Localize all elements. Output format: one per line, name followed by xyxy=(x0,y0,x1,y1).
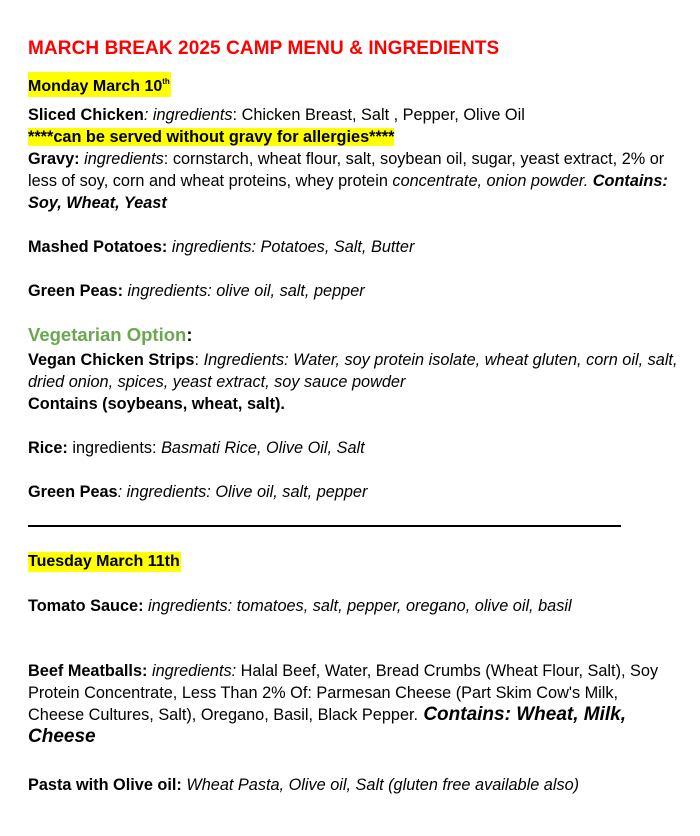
item-label: ingredients: xyxy=(67,439,162,457)
day-heading-monday-suffix: th xyxy=(162,77,170,86)
menu-item-rice xyxy=(28,437,678,459)
section-divider xyxy=(28,525,621,527)
item-ingredients-italic: concentrate, onion powder. xyxy=(392,172,589,190)
menu-item-vegan-chicken-strips xyxy=(28,349,678,415)
item-name: Rice: xyxy=(28,439,68,457)
item-name: Green Peas xyxy=(28,483,118,501)
item-ingredients: Chicken Breast, Salt , Pepper, Olive Oil xyxy=(241,106,525,124)
item-ingredients: : cornstarch, wheat flour, salt, soybean oil, sugar, yeast extract, 2% or less of soy, corn and wheat proteins, whey protein xyxy=(28,150,665,190)
item-contains: Contains: Wheat, Milk, Cheese xyxy=(28,704,626,747)
menu-item-pasta xyxy=(28,774,678,796)
day-heading-monday-label: Monday March 10 xyxy=(28,78,163,95)
item-name: Sliced Chicken xyxy=(28,106,144,124)
item-name: Tomato Sauce: xyxy=(28,597,144,615)
item-label: ingredients: xyxy=(147,662,237,680)
item-name: Pasta with Olive oil: xyxy=(28,776,182,794)
item-ingredients: Wheat Pasta, Olive oil, Salt (gluten free available also) xyxy=(181,776,580,794)
item-ingredients: Basmati Rice, Olive Oil, Salt xyxy=(161,439,365,457)
item-name: Vegan Chicken Strips xyxy=(28,351,195,369)
menu-item-green-peas xyxy=(28,280,678,302)
item-ingredients: : ingredients: Olive oil, salt, pepper xyxy=(117,483,368,501)
menu-item-green-peas-veg xyxy=(28,481,678,503)
menu-item-gravy xyxy=(28,148,678,214)
menu-item-beef-meatballs xyxy=(28,660,678,748)
vegetarian-colon: : xyxy=(186,324,193,345)
item-label: ingredients xyxy=(79,150,164,168)
item-name: Beef Meatballs: xyxy=(28,662,148,680)
item-contains: Contains: Soy, Wheat, Yeast xyxy=(28,172,668,212)
item-name: Mashed Potatoes: xyxy=(28,238,168,256)
item-sep: : xyxy=(232,106,242,124)
item-ingredients: ingredients: olive oil, salt, pepper xyxy=(123,282,365,300)
item-name: Green Peas: xyxy=(28,282,124,300)
day-heading-monday xyxy=(28,72,171,97)
menu-item-tomato-sauce xyxy=(28,595,678,617)
item-ingredients: Halal Beef, Water, Bread Crumbs (Wheat Flour, Salt), Soy Protein Concentrate, Less Than 2% Of: Parmesan Cheese (Part Skim Cow's Milk, Cheese Cultures, Salt), Oregano, Basil, Black Pepper. xyxy=(28,662,659,724)
menu-item-sliced-chicken xyxy=(28,104,678,148)
page-title: MARCH BREAK 2025 CAMP MENU & INGREDIENTS xyxy=(28,38,500,59)
allergy-note: ****can be served without gravy for allergies**** xyxy=(28,128,395,146)
vegetarian-heading xyxy=(28,324,192,346)
item-label: : ingredients xyxy=(143,106,233,124)
item-ingredients: Ingredients: Water, soy protein isolate, wheat gluten, corn oil, salt, dried onion, spices, yeast extract, soy sauce powder xyxy=(28,351,678,391)
item-colon: : xyxy=(194,351,204,369)
item-name: Gravy: xyxy=(28,150,80,168)
menu-item-mashed-potatoes xyxy=(28,236,678,258)
day-heading-tuesday: Tuesday March 11th xyxy=(28,553,180,570)
item-ingredients: ingredients: tomatoes, salt, pepper, oregano, olive oil, basil xyxy=(143,597,572,615)
item-contains: Contains (soybeans, wheat, salt). xyxy=(28,395,285,413)
vegetarian-label: Vegetarian Option xyxy=(28,324,187,345)
item-ingredients: ingredients: Potatoes, Salt, Butter xyxy=(167,238,415,256)
